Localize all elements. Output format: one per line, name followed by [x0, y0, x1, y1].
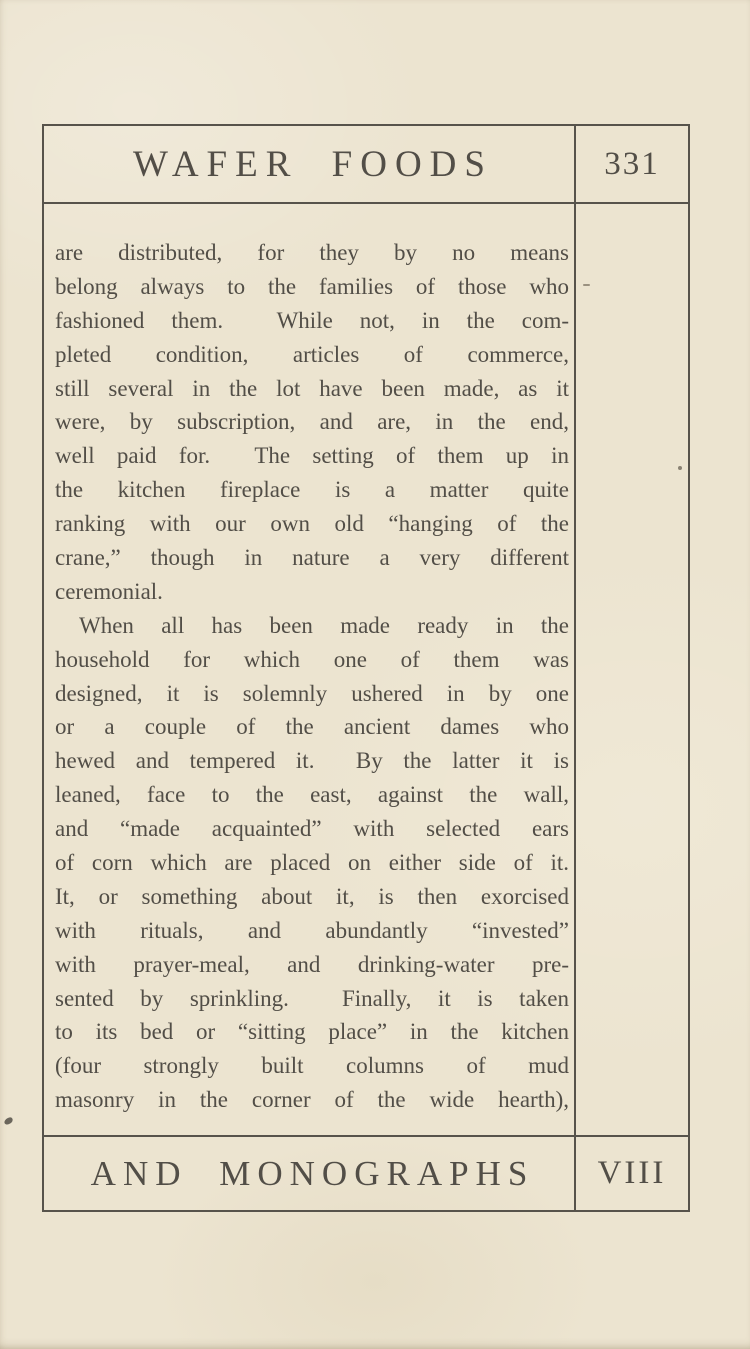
text-line: of corn which are placed on either side of it. [55, 850, 569, 876]
running-head-title: WAFER FOODS [133, 143, 493, 185]
ink-speck [3, 1116, 14, 1125]
text-line: designed, it is solemnly ushered in by one [55, 680, 569, 706]
text-line: and “made acquainted” with selected ears [55, 816, 569, 842]
header-rule [44, 202, 688, 204]
text-line: still several in the lot have been made, as it [55, 375, 569, 401]
text-line: (four strongly built columns of mud [55, 1053, 569, 1079]
text-line: sented by sprinkling. Finally, it is taken [55, 985, 569, 1011]
page-number: 331 [604, 145, 660, 182]
text-line: ranking with our own old “hanging of the [55, 511, 569, 537]
footer-series-title: AND MONOGRAPHS [90, 1153, 535, 1193]
page-frame [42, 124, 690, 1212]
text-line: were, by subscription, and are, in the end, [55, 409, 569, 435]
text-line: household for which one of them was [55, 646, 569, 672]
text-line: When all has been made ready in the [79, 612, 569, 638]
text-line: well paid for. The setting of them up in [55, 443, 569, 469]
column-divider-rule [574, 126, 576, 1210]
text-line: to its bed or “sitting place” in the kitchen [55, 1019, 569, 1045]
text-line: crane,” though in nature a very different [55, 545, 569, 571]
text-line: with rituals, and abundantly “invested” [55, 917, 569, 943]
text-line: hewed and tempered it. By the latter it is [55, 748, 569, 774]
text-line: pleted condition, articles of commerce, [55, 341, 569, 367]
text-line: It, or something about it, is then exorcised [55, 883, 569, 909]
text-line: leaned, face to the east, against the wall, [55, 782, 569, 808]
text-line: are distributed, for they by no means [55, 240, 569, 265]
text-line: the kitchen fireplace is a matter quite [55, 477, 569, 503]
text-line: masonry in the corner of the wide hearth), [55, 1087, 569, 1113]
volume-number: VIII [597, 1155, 667, 1191]
text-line: fashioned them. While not, in the com- [55, 307, 569, 333]
text-line: with prayer-meal, and drinking-water pre- [55, 951, 569, 977]
body-text [55, 236, 569, 1117]
text-line: ceremonial. [55, 578, 163, 604]
text-line: belong always to the families of those who [55, 273, 569, 299]
text-line: or a couple of the ancient dames who [55, 714, 569, 740]
